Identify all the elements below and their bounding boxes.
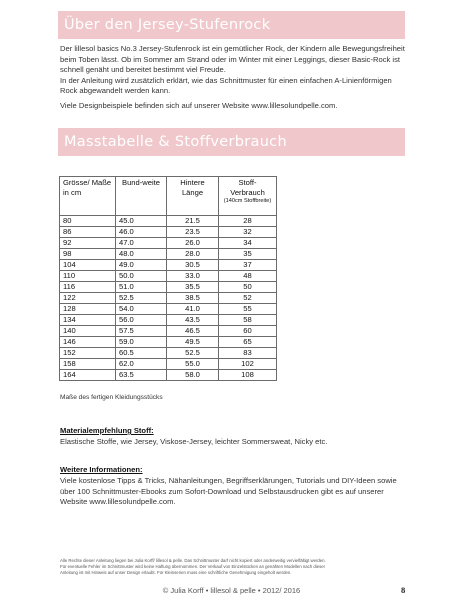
cell-fabric: 52 [219, 293, 277, 304]
size-table [59, 176, 277, 381]
cell-size: 98 [60, 249, 116, 260]
cell-fabric: 28 [219, 216, 277, 227]
cell-waist: 52.5 [116, 293, 167, 304]
cell-back-length: 23.5 [167, 227, 219, 238]
table-row [60, 216, 277, 227]
cell-back-length: 38.5 [167, 293, 219, 304]
header-size: Grösse/ Maße in cm [60, 177, 116, 216]
cell-back-length: 26.0 [167, 238, 219, 249]
header-fabric [219, 177, 277, 216]
cell-size: 86 [60, 227, 116, 238]
cell-back-length: 49.5 [167, 337, 219, 348]
cell-fabric: 108 [219, 370, 277, 381]
legal-notice [60, 558, 420, 577]
cell-fabric: 48 [219, 271, 277, 282]
cell-size: 122 [60, 293, 116, 304]
cell-waist: 62.0 [116, 359, 167, 370]
cell-fabric: 34 [219, 238, 277, 249]
table-row [60, 348, 277, 359]
cell-waist: 47.0 [116, 238, 167, 249]
cell-fabric: 102 [219, 359, 277, 370]
cell-fabric: 83 [219, 348, 277, 359]
cell-size: 110 [60, 271, 116, 282]
cell-waist: 54.0 [116, 304, 167, 315]
table-row [60, 293, 277, 304]
info-text: Viele kostenlose Tipps & Tricks, Nähanleitungen, Begriffserklärungen, Tutorials und DIY-Ideen sowie über 100 Schnittmuster-Ebooks zum Sofort-Download und Selbstausdrucken gibt es auf unserer Website www.lillesolundpelle.com. [60, 476, 397, 507]
cell-waist: 60.5 [116, 348, 167, 359]
cell-back-length: 58.0 [167, 370, 219, 381]
cell-waist: 59.0 [116, 337, 167, 348]
cell-back-length: 41.0 [167, 304, 219, 315]
cell-back-length: 55.0 [167, 359, 219, 370]
table-row [60, 260, 277, 271]
cell-back-length: 46.5 [167, 326, 219, 337]
cell-waist: 50.0 [116, 271, 167, 282]
legal-line-2: Für eventuelle Fehler im Schnittmuster wird keine Haftung übernommen. Der Verkauf von Einzelstücken an genähten Modellen nach dieser [60, 564, 326, 570]
table-row [60, 282, 277, 293]
cell-size: 152 [60, 348, 116, 359]
cell-fabric: 32 [219, 227, 277, 238]
cell-back-length: 33.0 [167, 271, 219, 282]
cell-waist: 49.0 [116, 260, 167, 271]
header-back-length: Hintere Länge [167, 177, 219, 216]
info-title: Weitere Informationen: [60, 465, 143, 474]
legal-line-3: Anleitung ist mit Hinweis auf unser Design erlaubt. Für Kleinserien muss eine schriftliche Genehmigung eingeholt werden. [60, 570, 292, 576]
cell-waist: 51.0 [116, 282, 167, 293]
cell-size: 128 [60, 304, 116, 315]
cell-waist: 45.0 [116, 216, 167, 227]
cell-size: 134 [60, 315, 116, 326]
cell-fabric: 65 [219, 337, 277, 348]
cell-fabric: 35 [219, 249, 277, 260]
cell-fabric: 50 [219, 282, 277, 293]
cell-size: 158 [60, 359, 116, 370]
table-header-row [60, 177, 277, 216]
cell-back-length: 28.0 [167, 249, 219, 260]
intro-text [60, 44, 410, 112]
intro-paragraph-2: In der Anleitung wird zusätzlich erklärt, wie das Schnittmuster für einen einfachen A-Linienförmigen Rock abgewandelt werden kann. [60, 75, 392, 96]
material-text: Elastische Stoffe, wie Jersey, Viskose-Jersey, leichter Sommersweat, Nicky etc. [60, 437, 328, 446]
cell-waist: 57.5 [116, 326, 167, 337]
cell-waist: 63.5 [116, 370, 167, 381]
cell-size: 146 [60, 337, 116, 348]
table-row [60, 304, 277, 315]
table-row [60, 315, 277, 326]
cell-fabric: 58 [219, 315, 277, 326]
header-waist: Bund-weite [116, 177, 167, 216]
table-row [60, 326, 277, 337]
section-title-about: Über den Jersey-Stufenrock [58, 11, 405, 39]
cell-back-length: 43.5 [167, 315, 219, 326]
header-fabric-label: Stoff-Verbrauch [230, 178, 265, 197]
cell-waist: 46.0 [116, 227, 167, 238]
cell-fabric: 55 [219, 304, 277, 315]
table-row [60, 359, 277, 370]
table-caption: Maße des fertigen Kleidungsstücks [60, 394, 163, 401]
cell-back-length: 30.5 [167, 260, 219, 271]
table-row [60, 271, 277, 282]
section-title-measurements: Masstabelle & Stoffverbrauch [58, 128, 405, 156]
cell-fabric: 37 [219, 260, 277, 271]
cell-fabric: 60 [219, 326, 277, 337]
footer-copyright: © Julia Korff • lillesol & pelle • 2012/ 2016 [162, 586, 301, 595]
cell-back-length: 35.5 [167, 282, 219, 293]
material-title: Materialempfehlung Stoff: [60, 426, 154, 435]
table-row [60, 227, 277, 238]
table-row [60, 370, 277, 381]
cell-waist: 56.0 [116, 315, 167, 326]
cell-size: 140 [60, 326, 116, 337]
cell-size: 104 [60, 260, 116, 271]
table-row [60, 337, 277, 348]
header-fabric-note: (140cm Stoffbreite) [223, 198, 272, 204]
cell-size: 92 [60, 238, 116, 249]
legal-line-1: Alle Rechte dieser Anleitung liegen bei Julia Korff/ lillesol & pelle. Das Schnittmuster darf nicht kopiert oder anderweitig vervielfältigt werden. [60, 558, 326, 563]
table-row [60, 249, 277, 260]
cell-waist: 48.0 [116, 249, 167, 260]
page-number: 8 [401, 585, 406, 595]
table-row [60, 238, 277, 249]
cell-back-length: 52.5 [167, 348, 219, 359]
intro-paragraph-3: Viele Designbeispiele befinden sich auf unserer Website www.lillesolundpelle.com. [60, 100, 338, 110]
cell-size: 164 [60, 370, 116, 381]
cell-size: 116 [60, 282, 116, 293]
intro-paragraph-1: Der lillesol basics No.3 Jersey-Stufenrock ist ein gemütlicher Rock, der Kindern alle Bewegungsfreiheit beim Toben lässt. Ob im Sommer am Strand oder im Winter mit einer Leggings, dieser Basic-Rock ist schnell genäht und bereitet bestimmt viel Freude. [60, 44, 405, 75]
cell-back-length: 21.5 [167, 216, 219, 227]
cell-size: 80 [60, 216, 116, 227]
